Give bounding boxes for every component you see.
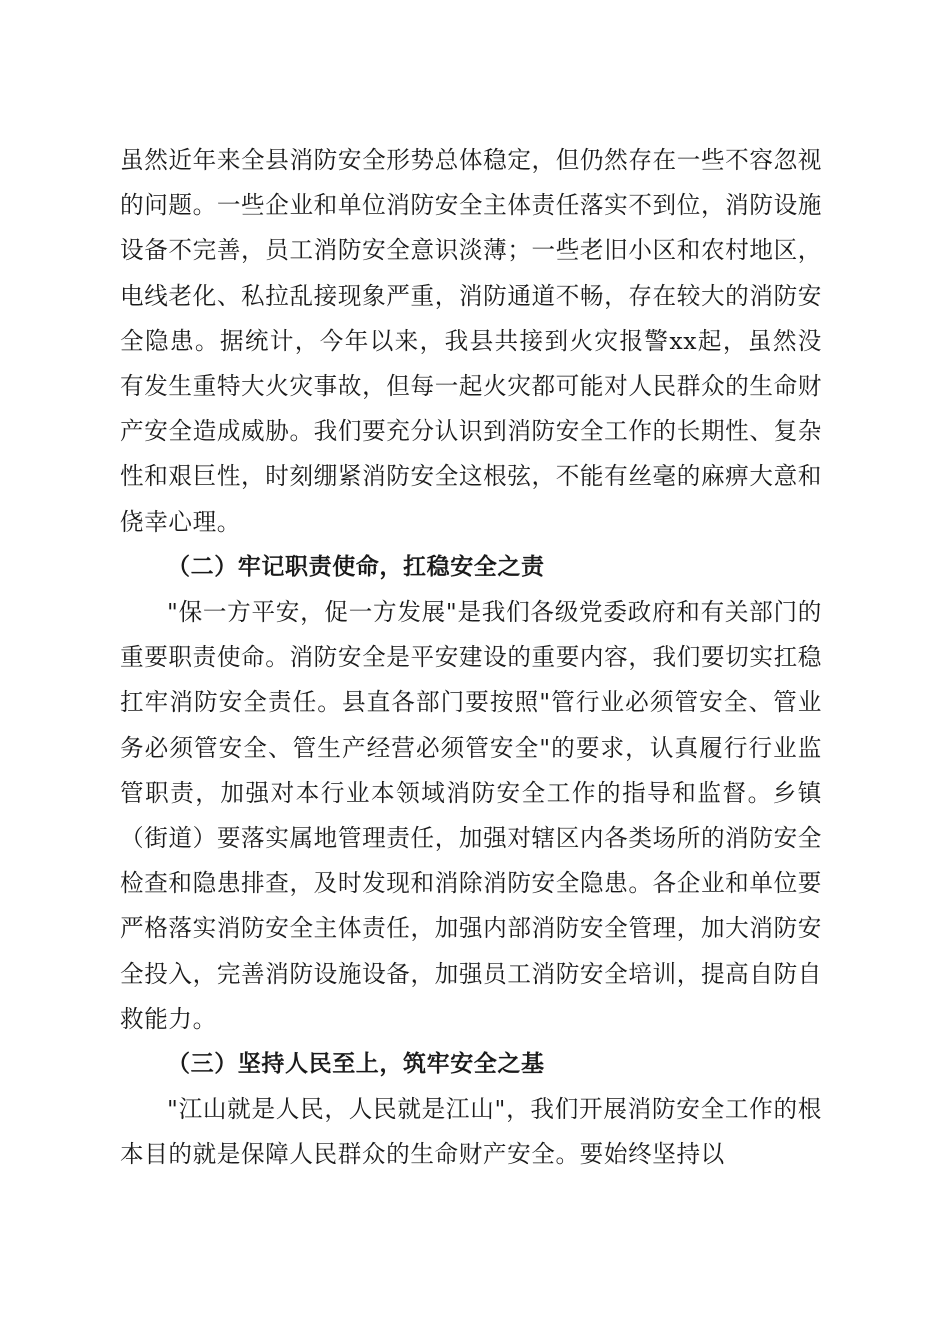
document-body	[120, 138, 822, 1178]
section-heading-2: （二）牢记职责使命，扛稳安全之责	[167, 553, 545, 580]
paragraph-fire-safety-problems: 虽然近年来全县消防安全形势总体稳定，但仍然存在一些不容忽视的问题。一些企业和单位消防安全主体责任落实不到位，消防设施设备不完善，员工消防安全意识淡薄；一些老旧小区和农村地区，电线老化、私拉乱接现象严重，消防通道不畅，存在较大的消防安全隐患。据统计，今年以来，我县共接到火灾报警xx起，虽然没有发生重特大火灾事故，但每一起火灾都可能对人民群众的生命财产安全造成威胁。我们要充分认识到消防安全工作的长期性、复杂性和艰巨性，时刻绷紧消防安全这根弦，不能有丝毫的麻痹大意和侥幸心理。	[120, 146, 822, 536]
section-heading-3: （三）坚持人民至上，筑牢安全之基	[167, 1051, 545, 1078]
paragraph-responsibilities: "保一方平安，促一方发展"是我们各级党委政府和有关部门的重要职责使命。消防安全是平安建设的重要内容，我们要切实扛稳扛牢消防安全责任。县直各部门要按照"管行业必须管安全、管业务必须管安全、管生产经营必须管安全"的要求，认真履行行业监管职责，加强对本行业本领域消防安全工作的指导和监督。乡镇（街道）要落实属地管理责任，加强对辖区内各类场所的消防安全检查和隐患排查，及时发现和消除消防安全隐患。各企业和单位要严格落实消防安全主体责任，加强内部消防安全管理，加大消防安全投入，完善消防设施设备，加强员工消防安全培训，提高自防自救能力。	[120, 598, 822, 1033]
paragraph-people-first: "江山就是人民，人民就是江山"，我们开展消防安全工作的根本目的就是保障人民群众的生命财产安全。要始终坚持以	[120, 1095, 822, 1169]
